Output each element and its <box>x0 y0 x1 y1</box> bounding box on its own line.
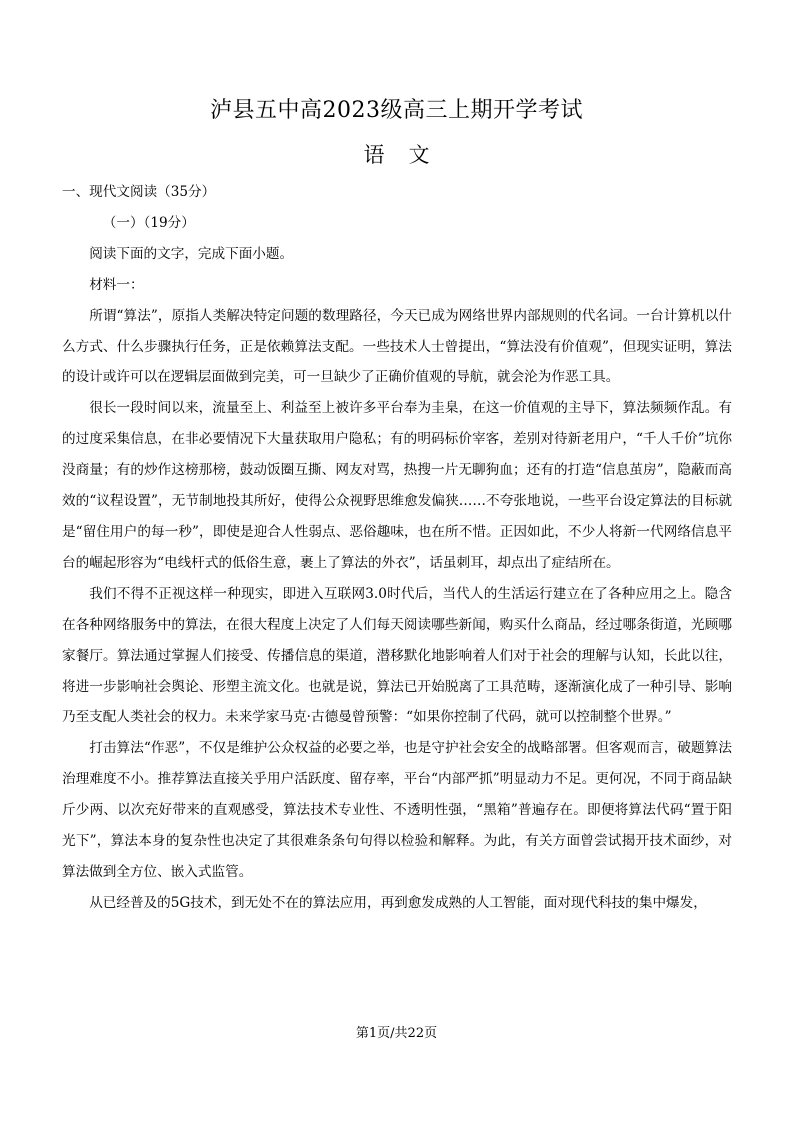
material-label: 材料一： <box>89 276 144 293</box>
section-heading: 一、现代文阅读（35分） <box>62 184 216 200</box>
paragraph-3: 我们不得不正视这样一种现实，即进入互联网3.0时代后，当代人的生活运行建立在了各种应用之上。隐含在各种网络服务中的算法，在很大程度上决定了人们每天阅读哪些新闻，购买什么商品，经过哪条街道，光顾哪家餐厅。算法通过掌握人们接受、传播信息的渠道，潜移默化地影响着人们对于社会的理解与认知，长此以往，将进一步影响社会舆论、形塑主流文化。也就是说，算法已开始脱离了工具范畴，逐渐演化成了一种引导、影响乃至支配人类社会的权力。未来学家马克·古德曼曾预警：“如果你控制了代码，就可以控制整个世界。” <box>62 585 732 726</box>
document-body <box>62 177 732 919</box>
paragraph-4: 打击算法“作恶”，不仅是维护公众权益的必要之举，也是守护社会安全的战略部署。但客观而言，破题算法治理难度不小。推荐算法直接关乎用户活跃度、留存率，平台“内部严抓”明显动力不足。更何况，不同于商品缺斤少两、以次充好带来的直观感受，算法技术专业性、不透明性强，“黑箱”普遍存在。即便将算法代码“置于阳光下”，算法本身的复杂性也决定了其很难条条句句得以检验和解释。为此，有关方面曾尝试揭开技术面纱，对算法做到全方位、嵌入式监管。 <box>62 740 732 880</box>
document-title: 泸县五中高2023级高三上期开学考试 <box>210 98 583 123</box>
paragraph-2: 很长一段时间以来，流量至上、利益至上被许多平台奉为圭臬，在这一价值观的主导下，算法频频作乱。有的过度采集信息，在非必要情况下大量获取用户隐私；有的明码标价宰客，差别对待新老用户，“千人千价”坑你没商量；有的炒作这榜那榜，鼓动饭圈互撕、网友对骂，热搜一片无聊狗血；还有的打造“信息茧房”，隐蔽而高效的“议程设置”，无节制地投其所好，使得公众视野思维愈发偏狭……不夸张地说，一些平台设定算法的目标就是“留住用户的每一秒”，即使是迎合人性弱点、恶俗趣味，也在所不惜。正因如此，不少人将新一代网络信息平台的崛起形容为“电线杆式的低俗生意，裹上了算法的外衣”，话虽刺耳，却点出了症结所在。 <box>62 400 732 571</box>
paragraph-5: 从已经普及的5G技术，到无处不在的算法应用，再到愈发成熟的人工智能，面对现代科技的集中爆发， <box>89 894 707 911</box>
subject-title: 语文 <box>363 143 454 167</box>
paragraph-1: 所谓“算法”，原指人类解决特定问题的数理路径，今天已成为网络世界内部规则的代名词。一台计算机以什么方式、什么步骤执行任务，正是依赖算法支配。一些技术人士曾提出，“算法没有价值观”，但现实证明，算法的设计或许可以在逻辑层面做到完美，可一旦缺少了正确价值观的导航，就会沦为作恶工具。 <box>62 307 732 386</box>
subsection-heading: （一）（19分） <box>102 214 195 231</box>
page-footer: 第1页/共22页 <box>355 1026 438 1041</box>
instruction-text: 阅读下面的文字，完成下面小题。 <box>89 245 294 262</box>
